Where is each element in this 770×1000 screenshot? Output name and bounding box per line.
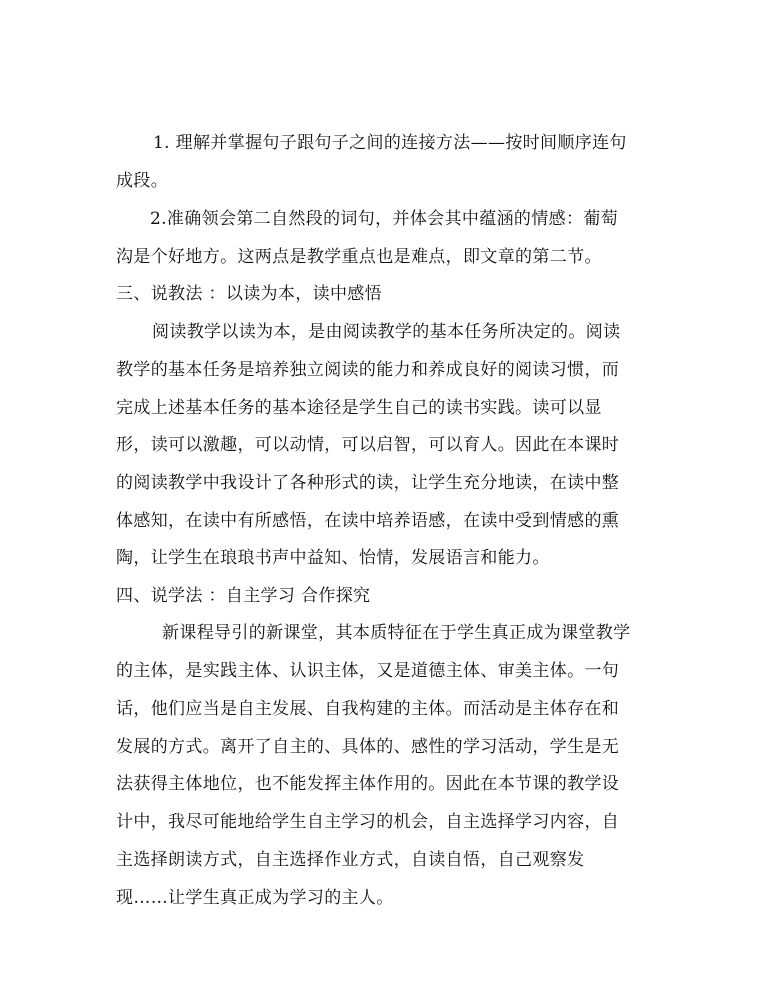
text-line: 成段。: [116, 171, 169, 191]
text-line: 陶，让学生在琅琅书声中益知、怡情，发展语言和能力。: [116, 548, 550, 568]
text-line: 教学的基本任务是培养独立阅读的能力和养成良好的阅读习惯，而: [116, 360, 620, 380]
text-line: 主选择朗读方式，自主选择作业方式，自读自悟，自己观察发: [116, 850, 585, 870]
section-heading: 三、说教法 ：以读为本，读中感悟: [116, 284, 383, 304]
text-line: 体感知，在读中有所感悟，在读中培养语感，在读中受到情感的熏: [116, 511, 620, 531]
text-line: 的主体，是实践主体、认识主体，又是道德主体、审美主体。一句: [116, 661, 620, 681]
text-line: 阅读教学以读为本，是由阅读教学的基本任务所决定的。阅读: [152, 322, 621, 342]
text-line: 现……让学生真正成为学习的主人。: [116, 888, 394, 908]
text-line: 新课程导引的新课堂，其本质特征在于学生真正成为课堂教学: [162, 623, 631, 643]
text-line: 2.准确领会第二自然段的词句，并体会其中蕴涵的情感：葡萄: [150, 209, 619, 229]
text-line: 发展的方式。离开了自主的、具体的、感性的学习活动，学生是无: [116, 737, 620, 757]
text-line: 的阅读教学中我设计了各种形式的读，让学生充分地读，在读中整: [116, 473, 620, 493]
text-line: 计中，我尽可能地给学生自主学习的机会，自主选择学习内容，自: [116, 812, 620, 832]
text-line: 话，他们应当是自主发展、自我构建的主体。而活动是主体存在和: [116, 699, 620, 719]
section-heading: 四、说学法 ：自主学习 合作探究: [116, 586, 371, 606]
text-line: 完成上述基本任务的基本途径是学生自己的读书实践。读可以显: [116, 398, 602, 418]
text-line: 法获得主体地位，也不能发挥主体作用的。因此在本节课的教学设: [116, 774, 620, 794]
text-line: 1. 理解并掌握句子跟句子之间的连接方法——按时间顺序连句: [153, 133, 627, 153]
text-line: 沟是个好地方。这两点是教学重点也是难点，即文章的第二节。: [116, 247, 602, 267]
text-line: 形，读可以激趣，可以动情，可以启智，可以育人。因此在本课时: [116, 435, 620, 455]
